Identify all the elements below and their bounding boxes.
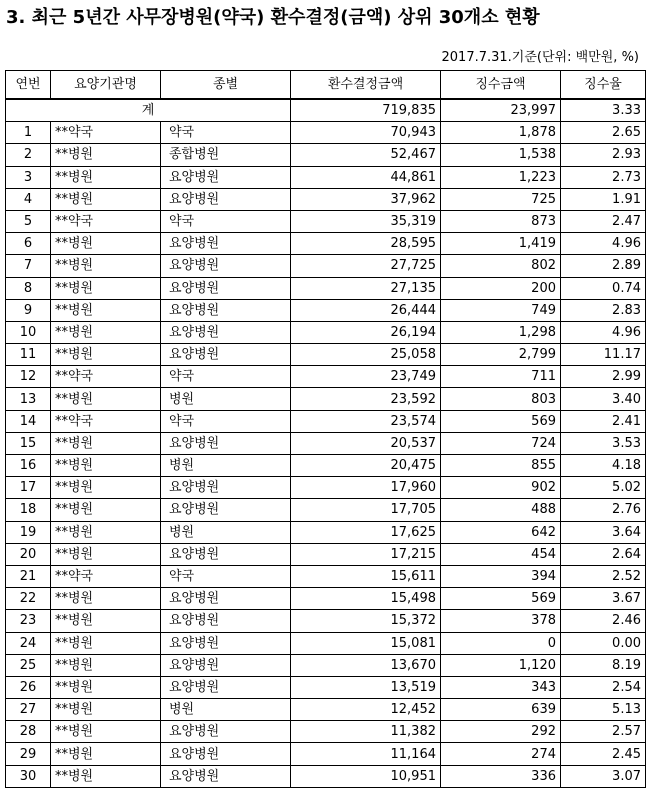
cell-collected: 569: [441, 410, 561, 432]
cell-amount: 15,611: [291, 565, 441, 587]
cell-collected: 488: [441, 499, 561, 521]
table-row: [6, 543, 646, 565]
cell-name: **병원: [51, 588, 161, 610]
cell-no: 23: [6, 610, 51, 632]
total-label: 계: [6, 99, 291, 122]
cell-type: 병원: [161, 455, 291, 477]
cell-rate: 4.18: [561, 455, 646, 477]
cell-no: 6: [6, 233, 51, 255]
cell-type: 요양병원: [161, 743, 291, 765]
cell-amount: 10,951: [291, 765, 441, 787]
cell-collected: 802: [441, 255, 561, 277]
table-row: [6, 521, 646, 543]
table-row: [6, 455, 646, 477]
header-type: 종별: [161, 71, 291, 100]
table-row: [6, 321, 646, 343]
cell-no: 17: [6, 477, 51, 499]
table-row: [6, 676, 646, 698]
cell-no: 13: [6, 388, 51, 410]
table-row: [6, 765, 646, 787]
cell-amount: 26,194: [291, 321, 441, 343]
cell-amount: 17,215: [291, 543, 441, 565]
cell-name: **병원: [51, 543, 161, 565]
header-amount: 환수결정금액: [291, 71, 441, 100]
cell-collected: 378: [441, 610, 561, 632]
cell-amount: 17,705: [291, 499, 441, 521]
cell-amount: 15,372: [291, 610, 441, 632]
cell-type: 요양병원: [161, 477, 291, 499]
cell-no: 21: [6, 565, 51, 587]
table-row: [6, 122, 646, 144]
cell-name: **약국: [51, 122, 161, 144]
table-row: [6, 477, 646, 499]
cell-collected: 749: [441, 299, 561, 321]
cell-no: 9: [6, 299, 51, 321]
cell-rate: 2.46: [561, 610, 646, 632]
cell-name: **약국: [51, 565, 161, 587]
table-row: [6, 432, 646, 454]
cell-collected: 873: [441, 210, 561, 232]
cell-rate: 8.19: [561, 654, 646, 676]
table-row: [6, 344, 646, 366]
cell-rate: 2.41: [561, 410, 646, 432]
cell-rate: 11.17: [561, 344, 646, 366]
cell-type: 요양병원: [161, 166, 291, 188]
cell-amount: 11,382: [291, 721, 441, 743]
cell-collected: 1,120: [441, 654, 561, 676]
cell-amount: 52,467: [291, 144, 441, 166]
cell-name: **병원: [51, 499, 161, 521]
cell-amount: 27,135: [291, 277, 441, 299]
cell-no: 26: [6, 676, 51, 698]
total-row: [6, 99, 646, 122]
cell-no: 27: [6, 699, 51, 721]
cell-amount: 26,444: [291, 299, 441, 321]
cell-type: 요양병원: [161, 321, 291, 343]
table-row: [6, 233, 646, 255]
cell-rate: 0.00: [561, 632, 646, 654]
cell-rate: 2.52: [561, 565, 646, 587]
table-row: [6, 499, 646, 521]
table-row: [6, 299, 646, 321]
cell-name: **병원: [51, 765, 161, 787]
cell-name: **병원: [51, 432, 161, 454]
header-rate: 징수율: [561, 71, 646, 100]
table-row: [6, 610, 646, 632]
cell-collected: 639: [441, 699, 561, 721]
cell-collected: 724: [441, 432, 561, 454]
cell-collected: 1,538: [441, 144, 561, 166]
header-collected: 징수금액: [441, 71, 561, 100]
cell-name: **병원: [51, 188, 161, 210]
cell-type: 요양병원: [161, 765, 291, 787]
cell-rate: 3.07: [561, 765, 646, 787]
cell-type: 약국: [161, 410, 291, 432]
cell-collected: 0: [441, 632, 561, 654]
cell-amount: 15,081: [291, 632, 441, 654]
cell-rate: 2.57: [561, 721, 646, 743]
cell-type: 요양병원: [161, 543, 291, 565]
cell-type: 요양병원: [161, 654, 291, 676]
cell-no: 12: [6, 366, 51, 388]
cell-no: 7: [6, 255, 51, 277]
cell-no: 19: [6, 521, 51, 543]
cell-collected: 725: [441, 188, 561, 210]
cell-name: **병원: [51, 233, 161, 255]
cell-no: 28: [6, 721, 51, 743]
cell-no: 22: [6, 588, 51, 610]
cell-no: 30: [6, 765, 51, 787]
cell-name: **병원: [51, 321, 161, 343]
cell-name: **병원: [51, 654, 161, 676]
table-row: [6, 654, 646, 676]
cell-amount: 27,725: [291, 255, 441, 277]
table-row: [6, 721, 646, 743]
cell-collected: 454: [441, 543, 561, 565]
cell-name: **병원: [51, 344, 161, 366]
table-row: [6, 255, 646, 277]
cell-amount: 11,164: [291, 743, 441, 765]
cell-rate: 2.93: [561, 144, 646, 166]
table-row: [6, 588, 646, 610]
cell-rate: 3.40: [561, 388, 646, 410]
cell-collected: 394: [441, 565, 561, 587]
cell-type: 요양병원: [161, 632, 291, 654]
cell-rate: 2.64: [561, 543, 646, 565]
cell-type: 요양병원: [161, 255, 291, 277]
cell-collected: 803: [441, 388, 561, 410]
cell-no: 29: [6, 743, 51, 765]
cell-collected: 1,878: [441, 122, 561, 144]
cell-type: 요양병원: [161, 676, 291, 698]
table-row: [6, 277, 646, 299]
cell-type: 병원: [161, 699, 291, 721]
table-row: [6, 699, 646, 721]
table-header: [6, 71, 646, 100]
cell-rate: 5.02: [561, 477, 646, 499]
cell-type: 요양병원: [161, 277, 291, 299]
cell-rate: 2.54: [561, 676, 646, 698]
cell-name: **병원: [51, 521, 161, 543]
cell-type: 요양병원: [161, 344, 291, 366]
cell-rate: 3.67: [561, 588, 646, 610]
table-row: [6, 632, 646, 654]
cell-amount: 15,498: [291, 588, 441, 610]
table-row: [6, 188, 646, 210]
cell-no: 14: [6, 410, 51, 432]
cell-no: 15: [6, 432, 51, 454]
cell-no: 18: [6, 499, 51, 521]
cell-type: 요양병원: [161, 233, 291, 255]
cell-collected: 855: [441, 455, 561, 477]
cell-rate: 4.96: [561, 233, 646, 255]
cell-name: **병원: [51, 721, 161, 743]
cell-no: 16: [6, 455, 51, 477]
cell-amount: 17,960: [291, 477, 441, 499]
cell-rate: 2.83: [561, 299, 646, 321]
table-row: [6, 210, 646, 232]
header-name: 요양기관명: [51, 71, 161, 100]
cell-type: 요양병원: [161, 610, 291, 632]
cell-type: 병원: [161, 521, 291, 543]
cell-amount: 17,625: [291, 521, 441, 543]
cell-name: **약국: [51, 366, 161, 388]
cell-no: 4: [6, 188, 51, 210]
cell-rate: 5.13: [561, 699, 646, 721]
cell-type: 요양병원: [161, 588, 291, 610]
cell-name: **병원: [51, 676, 161, 698]
cell-amount: 37,962: [291, 188, 441, 210]
cell-collected: 336: [441, 765, 561, 787]
cell-name: **병원: [51, 699, 161, 721]
cell-name: **병원: [51, 299, 161, 321]
cell-collected: 642: [441, 521, 561, 543]
cell-amount: 28,595: [291, 233, 441, 255]
cell-collected: 200: [441, 277, 561, 299]
cell-name: **병원: [51, 455, 161, 477]
cell-no: 3: [6, 166, 51, 188]
cell-rate: 2.76: [561, 499, 646, 521]
cell-rate: 2.73: [561, 166, 646, 188]
cell-name: **병원: [51, 743, 161, 765]
cell-amount: 70,943: [291, 122, 441, 144]
table-row: [6, 410, 646, 432]
unit-note: 2017.7.31.기준(단위: 백만원, %): [441, 50, 639, 65]
cell-amount: 12,452: [291, 699, 441, 721]
document-title: 3. 최근 5년간 사무장병원(약국) 환수결정(금액) 상위 30개소 현황: [6, 7, 540, 28]
cell-rate: 2.47: [561, 210, 646, 232]
cell-type: 요양병원: [161, 721, 291, 743]
cell-amount: 23,574: [291, 410, 441, 432]
cell-collected: 711: [441, 366, 561, 388]
cell-name: **병원: [51, 610, 161, 632]
cell-amount: 35,319: [291, 210, 441, 232]
cell-amount: 23,749: [291, 366, 441, 388]
cell-no: 24: [6, 632, 51, 654]
cell-collected: 292: [441, 721, 561, 743]
cell-rate: 2.45: [561, 743, 646, 765]
cell-amount: 44,861: [291, 166, 441, 188]
cell-amount: 13,519: [291, 676, 441, 698]
table-row: [6, 366, 646, 388]
cell-amount: 20,537: [291, 432, 441, 454]
cell-name: **약국: [51, 210, 161, 232]
cell-no: 8: [6, 277, 51, 299]
cell-rate: 2.65: [561, 122, 646, 144]
header-no: 연번: [6, 71, 51, 100]
cell-rate: 4.96: [561, 321, 646, 343]
cell-collected: 1,223: [441, 166, 561, 188]
cell-amount: 20,475: [291, 455, 441, 477]
total-collected: 23,997: [441, 99, 561, 122]
cell-collected: 902: [441, 477, 561, 499]
cell-name: **병원: [51, 388, 161, 410]
cell-collected: 569: [441, 588, 561, 610]
cell-no: 25: [6, 654, 51, 676]
cell-amount: 13,670: [291, 654, 441, 676]
cell-no: 10: [6, 321, 51, 343]
cell-collected: 1,298: [441, 321, 561, 343]
table-row: [6, 166, 646, 188]
cell-no: 1: [6, 122, 51, 144]
total-amount: 719,835: [291, 99, 441, 122]
cell-type: 요양병원: [161, 499, 291, 521]
cell-no: 11: [6, 344, 51, 366]
cell-type: 약국: [161, 122, 291, 144]
cell-name: **병원: [51, 144, 161, 166]
cell-type: 병원: [161, 388, 291, 410]
table-row: [6, 144, 646, 166]
cell-name: **병원: [51, 166, 161, 188]
cell-type: 약국: [161, 565, 291, 587]
cell-type: 약국: [161, 366, 291, 388]
cell-type: 요양병원: [161, 299, 291, 321]
cell-type: 요양병원: [161, 432, 291, 454]
table-body: [6, 99, 646, 787]
cell-collected: 2,799: [441, 344, 561, 366]
cell-name: **약국: [51, 410, 161, 432]
total-rate: 3.33: [561, 99, 646, 122]
cell-rate: 2.99: [561, 366, 646, 388]
cell-name: **병원: [51, 477, 161, 499]
cell-amount: 23,592: [291, 388, 441, 410]
cell-rate: 0.74: [561, 277, 646, 299]
cell-type: 종합병원: [161, 144, 291, 166]
cell-rate: 1.91: [561, 188, 646, 210]
cell-rate: 3.53: [561, 432, 646, 454]
table-row: [6, 743, 646, 765]
cell-name: **병원: [51, 255, 161, 277]
cell-name: **병원: [51, 277, 161, 299]
cell-collected: 274: [441, 743, 561, 765]
cell-no: 5: [6, 210, 51, 232]
cell-amount: 25,058: [291, 344, 441, 366]
cell-type: 약국: [161, 210, 291, 232]
cell-rate: 2.89: [561, 255, 646, 277]
table-row: [6, 388, 646, 410]
cell-name: **병원: [51, 632, 161, 654]
cell-type: 요양병원: [161, 188, 291, 210]
cell-rate: 3.64: [561, 521, 646, 543]
cell-no: 20: [6, 543, 51, 565]
data-table: [5, 70, 646, 788]
cell-collected: 343: [441, 676, 561, 698]
cell-no: 2: [6, 144, 51, 166]
cell-collected: 1,419: [441, 233, 561, 255]
table-row: [6, 565, 646, 587]
